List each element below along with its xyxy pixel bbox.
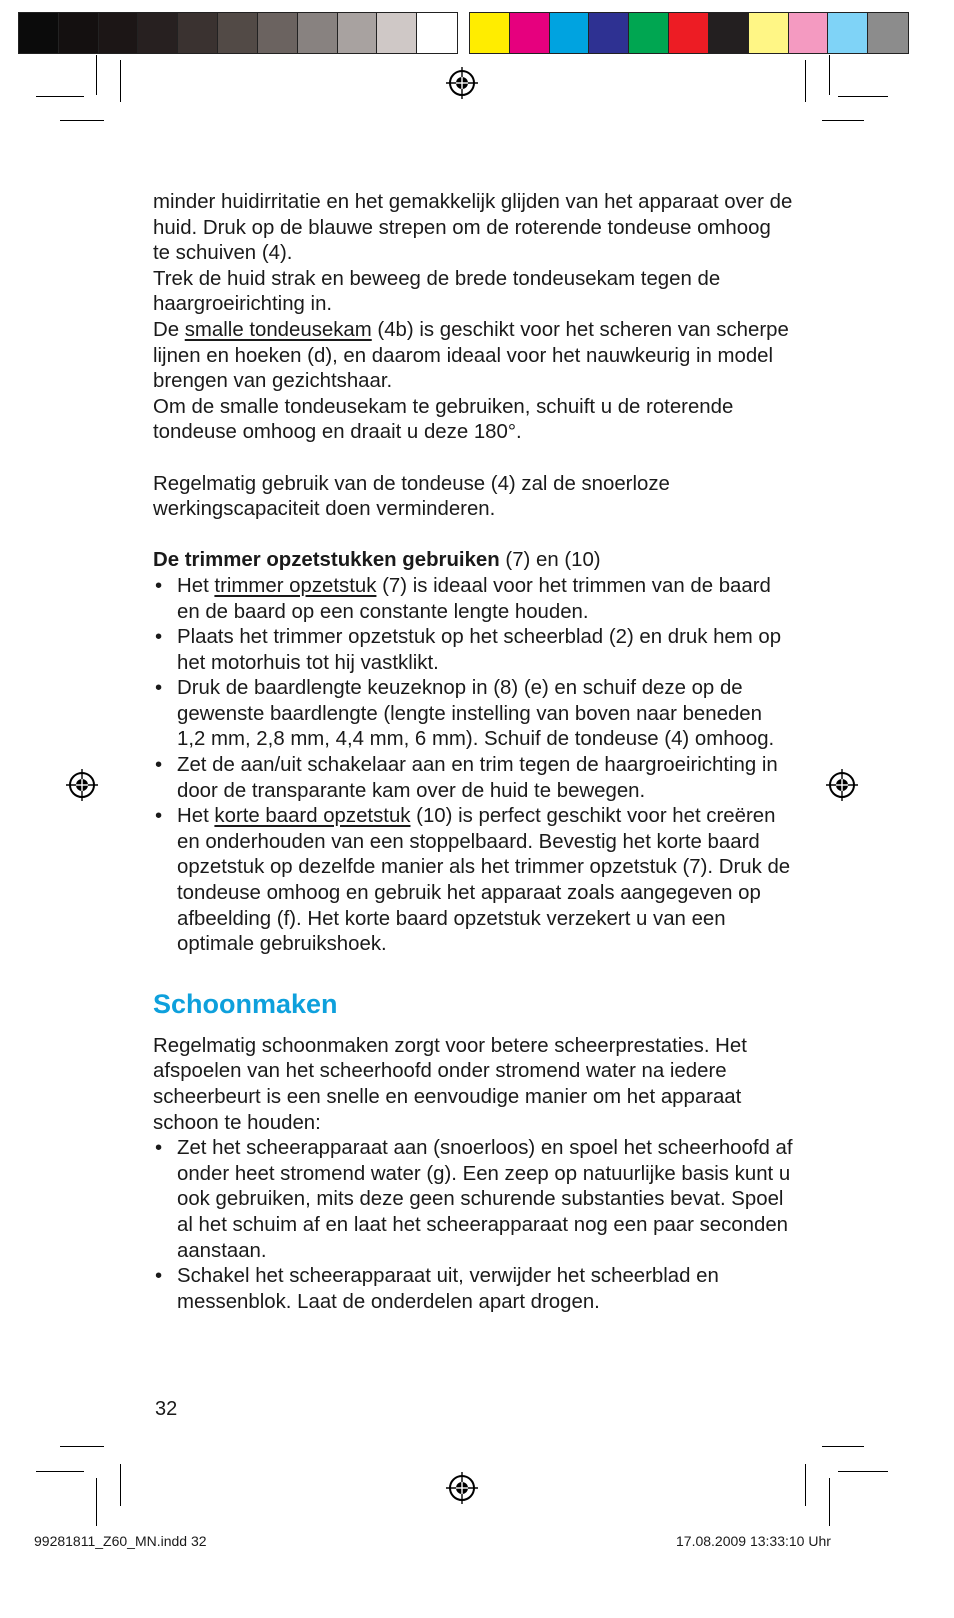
trimmer-list (153, 574, 793, 958)
cleaning-intro: Regelmatig schoonmaken zorgt voor betere scheerprestaties. Het afspoelen van het scheerhoofd onder stromend water na iedere scheerbeurt is een snelle en eenvoudige manier om het apparaat schoon te houden: (153, 1034, 747, 1134)
color-swatch (417, 13, 457, 53)
crop-mark (838, 96, 888, 97)
trimmer-heading-bold: De trimmer opzetstukken gebruiken (153, 549, 500, 572)
slug-timestamp: 17.08.2009 13:33:10 Uhr (676, 1533, 831, 1549)
intro-paragraph: Trek de huid strak en beweeg de brede tondeusekam tegen de haargroeirichting in. (153, 267, 721, 316)
text: (10) is perfect geschikt voor het creëren en onderhouden van een stoppelbaard. Bevestig het korte baard opzetstuk op dezelfde manier als het trimmer opzetstuk (7). Druk de tondeuse omhoog en gebruik het apparaat zoals aangegeven op afbeelding (f). Het korte baard opzetstuk verzekert u van een optimale gebruikshoek. (177, 805, 791, 956)
crop-mark (822, 120, 864, 121)
crop-mark (805, 60, 806, 102)
page-number: 32 (155, 1398, 178, 1420)
color-swatch (59, 13, 99, 53)
registration-mark-icon (446, 1472, 478, 1504)
crop-mark (829, 55, 830, 95)
crop-mark (838, 1471, 888, 1472)
text: (7) is ideaal voor het trimmen van de baard en de baard op een constante lengte houden. (177, 574, 771, 623)
text: Het (177, 805, 215, 828)
color-swatch (298, 13, 338, 53)
color-swatch (258, 13, 298, 53)
list-item: • Druk de baardlengte keuzeknop in (8) (e) en schuif deze op de gewenste baardlengte (lengte instelling van boven naar beneden 1,2 mm, 2,8 mm, 4,4 mm, 6 mm). Schuif de tondeuse (4) omhoog. (153, 676, 793, 753)
grayscale-control-bar (18, 12, 458, 54)
text: Het (177, 574, 215, 597)
page-body (153, 190, 793, 1315)
color-swatch (629, 13, 669, 53)
crop-mark (60, 120, 104, 121)
crop-mark (120, 1464, 121, 1506)
text: De (153, 318, 185, 341)
intro-paragraph: Om de smalle tondeusekam te gebruiken, schuift u de roterende tondeuse omhoog en draait u deze 180°. (153, 395, 734, 444)
color-swatch (138, 13, 178, 53)
color-swatch (510, 13, 550, 53)
list-item (153, 574, 793, 625)
term-smalle-tondeusekam: smalle tondeusekam (184, 318, 372, 341)
section-title: Schoonmaken (153, 988, 338, 1019)
crop-mark (96, 1478, 97, 1526)
list-item: • Schakel het scheerapparaat uit, verwijder het scheerblad en messenblok. Laat de onderdelen apart drogen. (153, 1264, 793, 1315)
crop-mark (96, 55, 97, 95)
crop-mark (829, 1478, 830, 1526)
intro-paragraph: Regelmatig gebruik van de tondeuse (4) zal de snoerloze werkingscapaciteit doen verminderen. (153, 472, 670, 521)
color-swatch (470, 13, 510, 53)
list-item (153, 804, 793, 958)
trimmer-heading (153, 548, 793, 574)
color-swatch (789, 13, 829, 53)
list-item: • Zet de aan/uit schakelaar aan en trim tegen de haargroeirichting in door de transparante kam over de huid te bewegen. (153, 753, 793, 804)
registration-mark-icon (66, 769, 98, 801)
color-swatch (377, 13, 417, 53)
crop-mark (805, 1464, 806, 1506)
term-korte-baard-opzetstuk: korte baard opzetstuk (214, 805, 411, 828)
color-swatch (99, 13, 139, 53)
crop-mark (822, 1446, 864, 1447)
crop-mark (60, 1446, 104, 1447)
color-control-bar (469, 12, 909, 54)
color-swatch (828, 13, 868, 53)
color-swatch (709, 13, 749, 53)
list-item: • Plaats het trimmer opzetstuk op het scheerblad (2) en druk hem op het motorhuis tot hij vastklikt. (153, 625, 793, 676)
cleaning-list (153, 1136, 793, 1315)
color-swatch (338, 13, 378, 53)
intro-paragraph (153, 318, 793, 395)
crop-mark (120, 60, 121, 102)
registration-mark-icon (446, 67, 478, 99)
registration-mark-icon (826, 769, 858, 801)
color-swatch (178, 13, 218, 53)
crop-mark (36, 96, 84, 97)
list-item: • Zet het scheerapparaat aan (snoerloos) en spoel het scheerhoofd af onder heet stromend water (g). Een zeep op natuurlijke basis kunt u ook gebruiken, mits deze geen schurende substanties bevat. Spoel al het schuim af en laat het scheerapparaat nog een paar seconden aanstaan. (153, 1136, 793, 1264)
color-swatch (550, 13, 590, 53)
color-swatch (218, 13, 258, 53)
color-swatch (749, 13, 789, 53)
trimmer-heading-rest: (7) en (10) (499, 549, 601, 572)
slug-filename: 99281811_Z60_MN.indd 32 (34, 1533, 207, 1549)
color-swatch (589, 13, 629, 53)
color-swatch (19, 13, 59, 53)
color-swatch (669, 13, 709, 53)
intro-paragraph: minder huidirritatie en het gemakkelijk glijden van het apparaat over de huid. Druk op de blauwe strepen om de roterende tondeuse omhoog te schuiven (4). (153, 191, 793, 265)
crop-mark (36, 1471, 84, 1472)
term-trimmer-opzetstuk: trimmer opzetstuk (214, 574, 377, 597)
color-swatch (868, 13, 908, 53)
text: (4b) is geschikt voor het scheren van scherpe lijnen en hoeken (d), en daarom ideaal voor het nauwkeurig in model brengen van gezichtshaar. (153, 318, 789, 393)
